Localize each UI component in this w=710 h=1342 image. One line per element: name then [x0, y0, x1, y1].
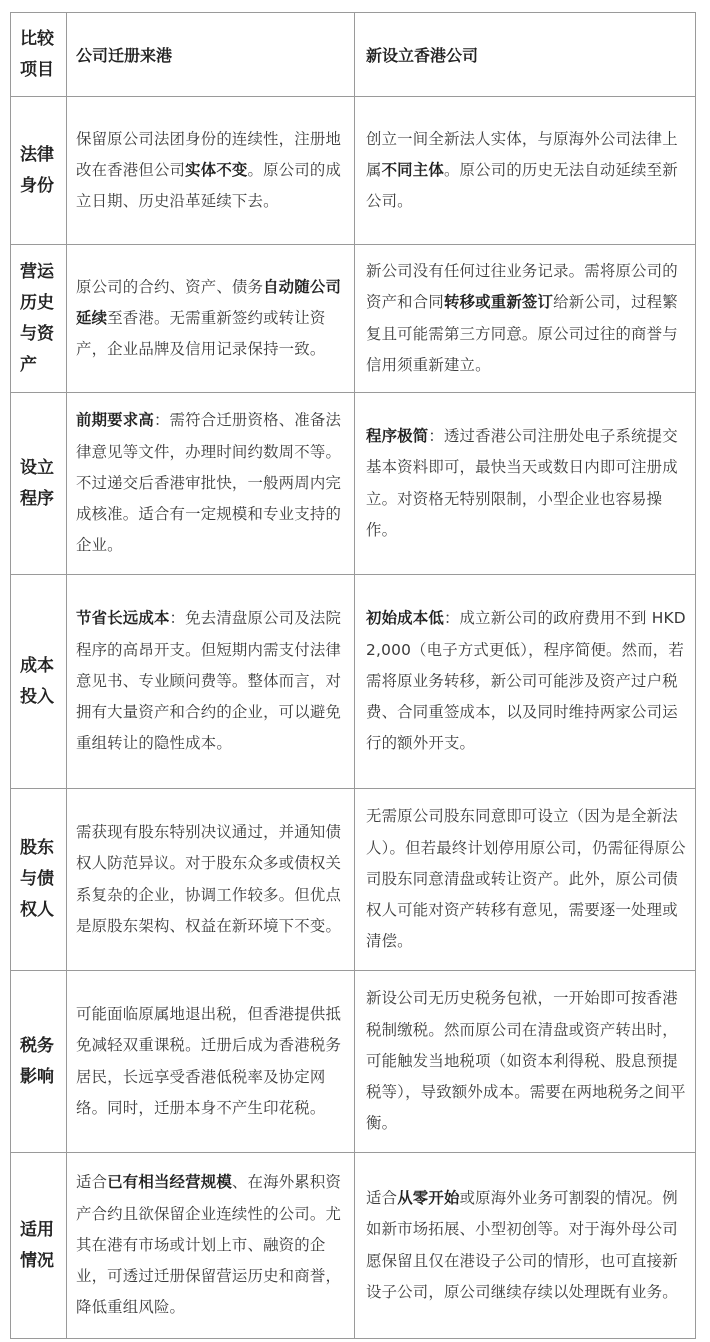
cell-text: 原公司的合约、资产、债务	[76, 277, 264, 296]
emphasis-text: 自动随公司延续	[76, 277, 342, 327]
emphasis-text: 初始成本低	[366, 609, 444, 628]
row-setup-procedure	[11, 393, 696, 575]
cell-text: 新公司没有任何过往业务记录。需将原公司的资产和合同	[366, 262, 678, 312]
cell-text: 。原公司的历史无法自动延续至新公司。	[366, 160, 678, 211]
row-label: 股东与债权人	[11, 789, 67, 971]
emphasis-text: 转移或重新签订	[443, 293, 554, 312]
relocation-cell	[67, 245, 355, 393]
header-row	[11, 13, 696, 97]
row-label: 设立程序	[11, 393, 67, 575]
row-tax-impact	[11, 971, 696, 1153]
cell-text: 新设公司无历史税务包袱，一开始即可按香港税制缴税。然而原公司在清盘或资产转出时，可能触发当地税项（如资本利得税、股息预提税等），导致额外成本。需要在两地税务之间平衡。	[366, 989, 686, 1133]
comparison-table	[10, 12, 696, 1339]
row-label: 适用情况	[11, 1153, 67, 1339]
new-company-cell	[355, 393, 696, 575]
cell-text: 可能面临原属地退出税，但香港提供抵免减轻双重课税。迁册后成为香港税务居民，长远享受香港低税率及协定网络。同时，迁册本身不产生印花税。	[76, 1005, 342, 1117]
cell-text: ：需符合迁册资格、准备法律意见等文件，办理时间约数周不等。不过递交后香港审批快，一般两周内完成核准。适合有一定规模和专业支持的企业。	[76, 411, 342, 555]
row-applicable-cases	[11, 1153, 696, 1339]
cell-text: 无需原公司股东同意即可设立（因为是全新法人）。但若最终计划停用原公司，仍需征得原公司股东同意清盘或转让资产。此外，原公司债权人可能对资产转移有意见，需要逐一处理或清偿。	[366, 807, 686, 951]
relocation-cell	[67, 393, 355, 575]
new-company-cell	[355, 245, 696, 393]
emphasis-text: 实体不变	[185, 160, 248, 179]
relocation-cell	[67, 1153, 355, 1339]
emphasis-text: 从零开始	[397, 1189, 460, 1208]
emphasis-text: 不同主体	[381, 160, 444, 179]
cell-text: 保留原公司法团身份的连续性，注册地改在香港但公司	[76, 129, 342, 179]
cell-text: 适合	[76, 1173, 108, 1192]
row-label: 法律身份	[11, 97, 67, 245]
row-label: 税务影响	[11, 971, 67, 1153]
cell-text: 或原海外业务可割裂的情况。例如新市场拓展、小型初创等。对于海外母公司愿保留且仅在港设子公司的情形，也可直接新设子公司，原公司继续存续以处理既有业务。	[366, 1189, 678, 1301]
emphasis-text: 程序极简	[366, 427, 429, 446]
new-company-cell	[355, 971, 696, 1153]
cell-text: 适合	[366, 1189, 398, 1208]
relocation-cell	[67, 789, 355, 971]
relocation-cell	[67, 971, 355, 1153]
cell-text: 给新公司，过程繁复且可能需第三方同意。原公司过往的商誉与信用须重新建立。	[366, 293, 678, 374]
new-company-cell	[355, 97, 696, 245]
relocation-cell	[67, 97, 355, 245]
cell-text: 至香港。无需重新签约或转让资产，企业品牌及信用记录保持一致。	[76, 308, 326, 359]
cell-text: ：成立新公司的政府费用不到 HKD 2,000（电子方式更低），程序简便。然而，若需将原业务转移，新公司可能涉及资产过户税费、合同重签成本，以及同时维持两家公司运行的额外开支。	[366, 609, 686, 753]
cell-text: ：免去清盘原公司及法院程序的高昂开支。但短期内需支付法律意见书、专业顾问费等。整体而言，对拥有大量资产和合约的企业，可以避免重组转让的隐性成本。	[76, 609, 342, 753]
emphasis-text: 已有相当经营规模	[107, 1173, 232, 1192]
new-company-cell	[355, 575, 696, 789]
emphasis-text: 前期要求高	[76, 411, 154, 430]
row-cost-input	[11, 575, 696, 789]
header-relocation: 公司迁册来港	[67, 13, 355, 97]
comparison-body	[11, 97, 696, 1339]
cell-text: 需获现有股东特别决议通过，并通知债权人防范异议。对于股东众多或债权关系复杂的企业，协调工作较多。但优点是原股东架构、权益在新环境下不变。	[76, 823, 342, 935]
emphasis-text: 节省长远成本	[76, 609, 170, 628]
cell-text: 创立一间全新法人实体，与原海外公司法律上属	[366, 129, 678, 179]
row-label: 营运历史与资产	[11, 245, 67, 393]
header-new-company: 新设立香港公司	[355, 13, 696, 97]
header-compare-item: 比较项目	[11, 13, 67, 97]
row-label: 成本投入	[11, 575, 67, 789]
row-legal-identity	[11, 97, 696, 245]
cell-text: ：透过香港公司注册处电子系统提交基本资料即可，最快当天或数日内即可注册成立。对资格无特别限制，小型企业也容易操作。	[366, 427, 678, 539]
new-company-cell	[355, 1153, 696, 1339]
cell-text: 、在海外累积资产合约且欲保留企业连续性的公司。尤其在港有市场或计划上市、融资的企业，可透过迁册保留营运历史和商誉，降低重组风险。	[76, 1173, 342, 1317]
new-company-cell	[355, 789, 696, 971]
row-shareholders-creditors	[11, 789, 696, 971]
row-operating-history	[11, 245, 696, 393]
relocation-cell	[67, 575, 355, 789]
cell-text: 。原公司的成立日期、历史沿革延续下去。	[76, 160, 342, 211]
